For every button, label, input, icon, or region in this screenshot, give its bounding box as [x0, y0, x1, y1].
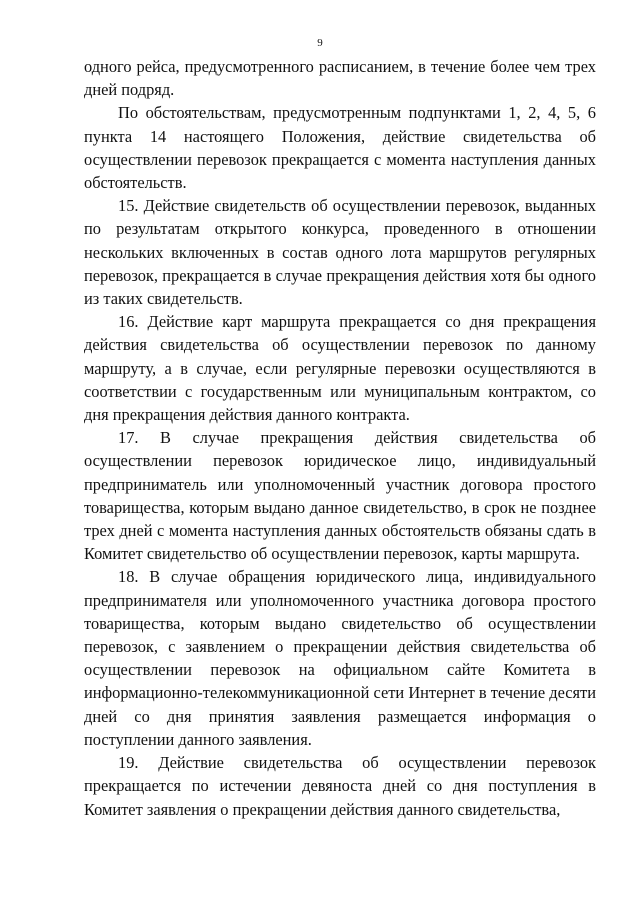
paragraph-circumstances: По обстоятельствам, предусмотренным подпунктами 1, 2, 4, 5, 6 пункта 14 настоящего Положения, действие свидетельства об осуществлении перевозок прекращается с момента наступления данных обстоятельств.: [84, 103, 596, 193]
paragraph-continuation: одного рейса, предусмотренного расписанием, в течение более чем трех дней подряд.: [84, 57, 596, 100]
paragraph-15: 15. Действие свидетельств об осуществлении перевозок, выданных по результатам открытого конкурса, проведенного в отношении нескольких включенных в состав одного лота маршрутов регулярных перевозок, прекращается в случае прекращения действия хотя бы одного из таких свидетельств.: [84, 196, 596, 309]
document-body: [84, 55, 596, 821]
page-number: 9: [317, 37, 323, 49]
paragraph-18: 18. В случае обращения юридического лица, индивидуального предпринимателя или уполномоченного участника договора простого товарищества, которым выдано свидетельство об осуществлении перевозок, с заявлением о прекращении действия свидетельства об осуществлении перевозок на официальном сайте Комитета в информационно-телекоммуникационной сети Интернет в течение десяти дней со дня принятия заявления размещается информация о поступлении данного заявления.: [84, 567, 596, 749]
paragraph-19: 19. Действие свидетельства об осуществлении перевозок прекращается по истечении девяноста дней со дня поступления в Комитет заявления о прекращении действия данного свидетельства,: [84, 753, 596, 819]
paragraph-16: 16. Действие карт маршрута прекращается со дня прекращения действия свидетельства об осуществлении перевозок по данному маршруту, а в случае, если регулярные перевозки осуществляются в соответствии с государственным или муниципальным контрактом, со дня прекращения действия данного контракта.: [84, 312, 596, 425]
paragraph-17: 17. В случае прекращения действия свидетельства об осуществлении перевозок юридическое лицо, индивидуальный предприниматель или уполномоченный участник договора простого товарищества, которым выдано данное свидетельство, в срок не позднее трех дней с момента наступления данных обстоятельств обязаны сдать в Комитет свидетельство об осуществлении перевозок, карты маршрута.: [84, 428, 596, 564]
